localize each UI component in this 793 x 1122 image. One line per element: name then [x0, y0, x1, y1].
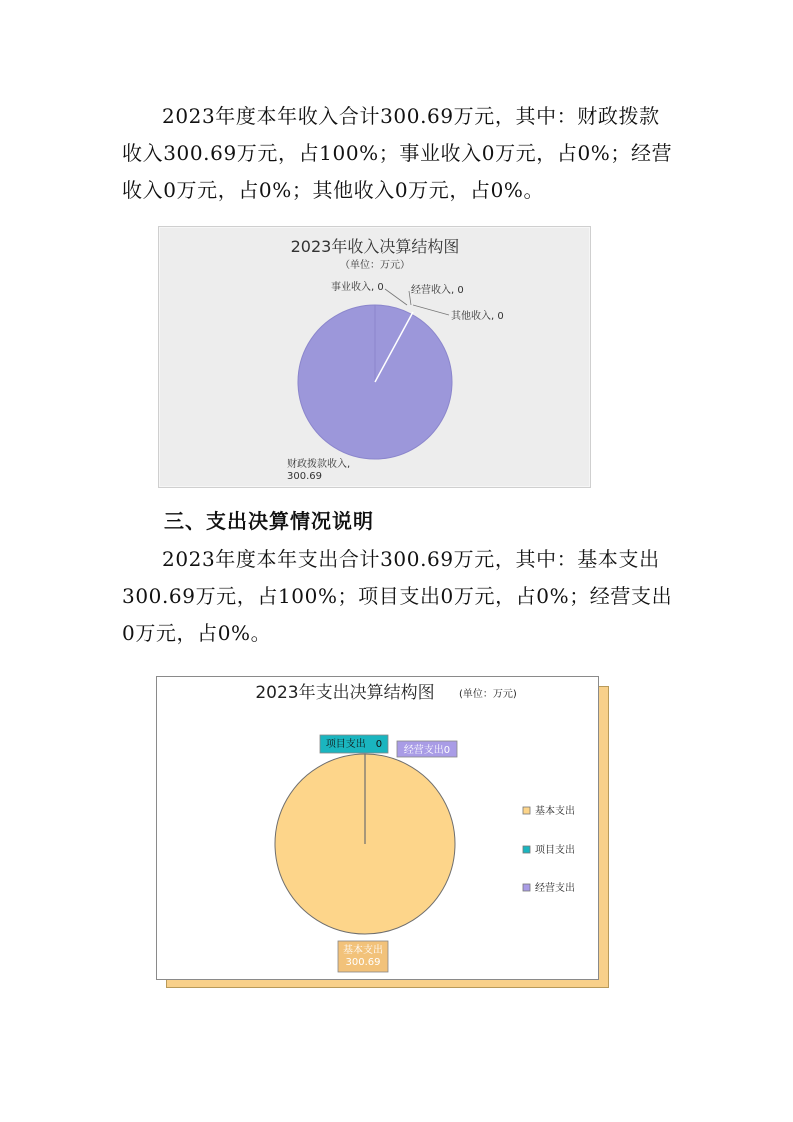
expenditure-paragraph-line-2: 300.69万元，占100%；项目支出0万元，占0%；经营支出	[122, 584, 673, 608]
chart-subtitle: （单位：万元）	[340, 260, 410, 271]
expenditure-paragraph-line-1: 2023年度本年支出合计300.69万元，其中：基本支出	[162, 547, 660, 571]
data-label-operating: 经营收入, 0	[411, 285, 464, 296]
data-label-basic-text-1: 基本支出	[343, 945, 383, 956]
income-paragraph-line-3: 收入0万元，占0%；其他收入0万元，占0%。	[122, 178, 545, 202]
data-label-fiscal: 财政拨款收入,	[287, 459, 351, 470]
data-label-fiscal-value: 300.69	[287, 471, 322, 482]
expenditure-pie-svg	[157, 677, 598, 979]
legend-label-1: 基本支出	[535, 806, 575, 817]
income-structure-chart	[158, 226, 591, 488]
chart-subtitle: (单位：万元)	[459, 689, 517, 700]
chart-title: 2023年收入决算结构图	[290, 237, 460, 256]
data-label-operating-text-1: 经营支出0	[403, 745, 451, 756]
income-paragraph	[122, 98, 673, 209]
data-label-other: 其他收入, 0	[451, 311, 504, 322]
data-label-basic-text-2: 300.69	[345, 957, 381, 968]
legend-swatch-3	[523, 884, 530, 891]
legend-swatch-2	[523, 846, 530, 853]
income-pie-svg	[159, 227, 590, 487]
income-paragraph-line-1: 2023年度本年收入合计300.69万元，其中：财政拨款	[162, 104, 660, 128]
leader-line-3	[413, 305, 449, 315]
data-label-operating	[397, 741, 457, 757]
data-label-business: 事业收入, 0	[331, 282, 384, 293]
section-heading-expenditure: 三、支出决算情况说明	[164, 509, 374, 533]
leader-line-1	[385, 289, 407, 305]
expenditure-structure-chart	[156, 676, 599, 980]
legend-label-3: 经营支出	[535, 883, 575, 894]
expenditure-paragraph	[122, 541, 673, 652]
chart-title: 2023年支出决算结构图	[255, 683, 435, 703]
legend-swatch-1	[523, 807, 530, 814]
data-label-basic	[338, 941, 388, 972]
legend-label-2: 项目支出	[535, 845, 575, 856]
data-label-project	[320, 735, 388, 753]
data-label-project-text-1: 项目支出 0	[325, 739, 383, 750]
income-paragraph-line-2: 收入300.69万元，占100%；事业收入0万元，占0%；经营	[122, 141, 673, 165]
expenditure-paragraph-line-3: 0万元，占0%。	[122, 621, 272, 645]
